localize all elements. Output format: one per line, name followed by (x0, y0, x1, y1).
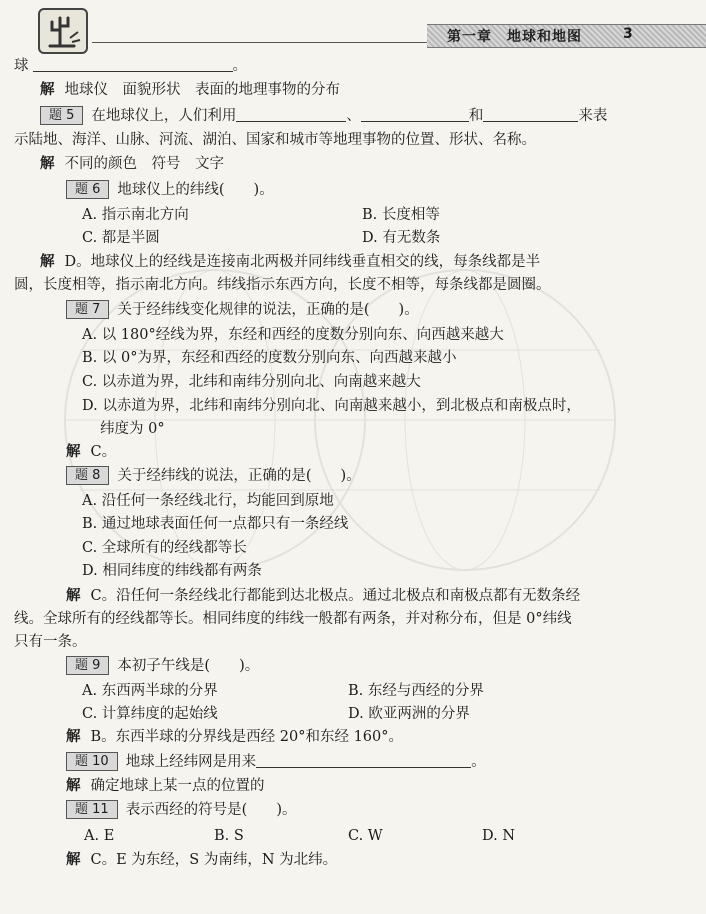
question-tag: 题 10 (66, 752, 118, 771)
option-d: D. 相同纬度的纬线都有两条 (82, 563, 262, 579)
option-a: A. 指示南北方向 (82, 207, 189, 223)
option-d: D. 有无数条 (362, 230, 441, 246)
solution-5: 解 不同的颜色 符号 文字 (40, 155, 224, 172)
page-number: 3 (623, 26, 633, 42)
solution-6: 解 D。地球仪上的经线是连接南北两极并同纬线垂直相交的线，每条线都是半 (40, 253, 541, 270)
option-b: B. 通过地球表面任何一点都只有一条经线 (82, 516, 349, 532)
option-b: B. S (214, 828, 244, 844)
solution-8-cont: 线。全球所有的经线都等长。相同纬度的纬线一般都有两条，并对称分布，但是 0°纬线 (14, 611, 572, 627)
option-c: C. W (348, 828, 383, 844)
option-c: C. 计算纬度的起始线 (82, 706, 218, 722)
question-5: 题 5 在地球仪上，人们利用 、 和 来表 (40, 106, 607, 126)
solution-11: 解 C。E 为东经，S 为南纬，N 为北纬。 (66, 851, 338, 868)
option-b: B. 以 0°为界，东经和西经的度数分别向东、向西越来越小 (82, 350, 457, 366)
solution-8-cont2: 只有一条。 (14, 634, 87, 650)
question-9: 题 9 本初子午线是( )。 (66, 656, 259, 676)
chapter-header (427, 24, 706, 48)
option-a: A. E (84, 828, 115, 844)
question-10: 题 10 地球上经纬网是用来 。 (66, 752, 486, 772)
question-tag: 题 5 (40, 106, 83, 125)
option-d: D. 以赤道为界，北纬和南纬分别向北、向南越来越小，到北极点和南极点时， (82, 398, 581, 414)
option-d: D. N (482, 828, 516, 844)
option-a: A. 以 180°经线为界，东经和西经的度数分别向东、向西越来越大 (82, 327, 504, 343)
answer-blank (256, 752, 471, 768)
option-b: B. 东经与西经的分界 (348, 683, 484, 699)
option-c: C. 以赤道为界，北纬和南纬分别向北、向南越来越大 (82, 374, 421, 390)
question-tag: 题 11 (66, 800, 118, 819)
solution-10: 解 确定地球上某一点的位置的 (66, 777, 265, 794)
question-tag: 题 8 (66, 466, 109, 485)
answer-blank (236, 106, 346, 122)
chapter-title: 第一章 地球和地图 (447, 29, 582, 45)
option-d-cont: 纬度为 0° (100, 421, 165, 437)
cactus-icon (40, 10, 86, 52)
question-7: 题 7 关于经纬线变化规律的说法，正确的是( )。 (66, 300, 419, 320)
question-tag: 题 9 (66, 656, 109, 675)
solution-9: 解 B。东西半球的分界线是西经 20°和东经 160°。 (66, 728, 403, 745)
answer-blank (33, 56, 233, 72)
answer-blank (483, 106, 578, 122)
header-rule (92, 42, 427, 43)
solution-6-cont: 圆，长度相等，指示南北方向。纬线指示东西方向，长度不相等，每条线都是圆圈。 (14, 277, 551, 293)
question-8: 题 8 关于经纬线的说法，正确的是( )。 (66, 466, 361, 486)
solution-8: 解 C。沿任何一条经线北行都能到达北极点。通过北极点和南极点都有无数条经 (66, 587, 581, 604)
option-c: C. 都是半圆 (82, 230, 160, 246)
line-fill-blank-continued: 球 。 (14, 58, 247, 74)
solution-7: 解 C。 (66, 443, 117, 460)
question-6: 题 6 地球仪上的纬线( )。 (66, 180, 274, 200)
question-11: 题 11 表示西经的符号是( )。 (66, 800, 297, 820)
question-5-cont: 示陆地、海洋、山脉、河流、湖泊、国家和城市等地理事物的位置、形状、名称。 (14, 132, 536, 148)
answer-blank (361, 106, 469, 122)
option-d: D. 欧亚两洲的分界 (348, 706, 470, 722)
option-b: B. 长度相等 (362, 207, 440, 223)
solution-prev: 解 地球仪 面貌形状 表面的地理事物的分布 (40, 81, 340, 98)
book-logo (38, 8, 88, 54)
option-a: A. 东西两半球的分界 (82, 683, 218, 699)
question-tag: 题 7 (66, 300, 109, 319)
question-tag: 题 6 (66, 180, 109, 199)
option-c: C. 全球所有的经线都等长 (82, 540, 247, 556)
option-a: A. 沿任何一条经线北行，均能回到原地 (82, 493, 334, 509)
